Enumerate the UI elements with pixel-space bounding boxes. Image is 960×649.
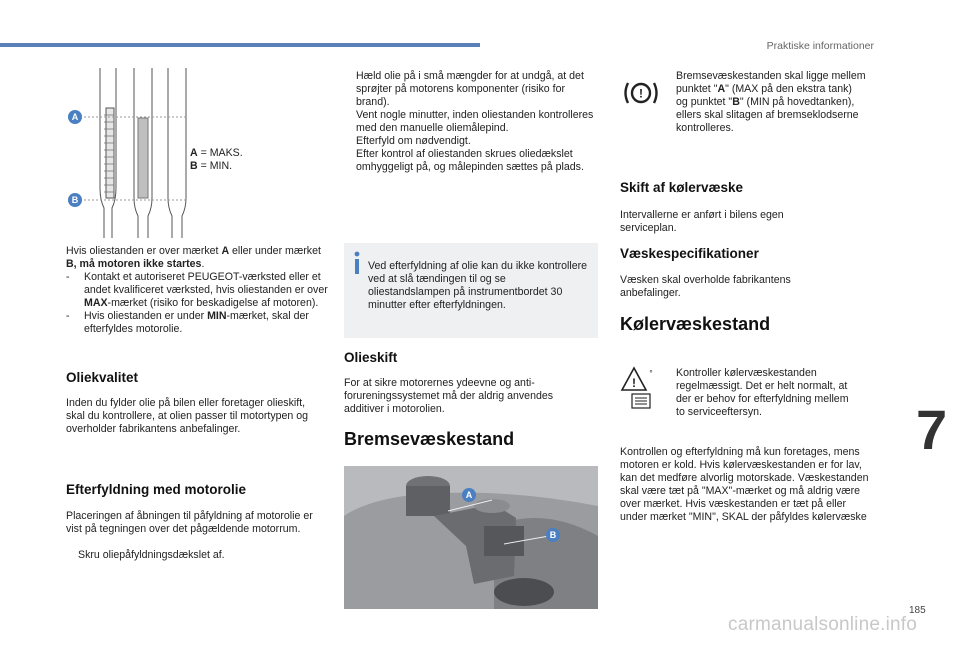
info-box [344,243,598,338]
dash-item: - Hvis oliestanden er under MIN-mærket, skal der efterfyldes motorolie. [66,310,309,335]
chapter-number: 7 [916,398,948,461]
header-accent-bar [0,43,480,47]
legend-max: A = MAKS. [190,147,243,159]
brake-fluid-photo [344,466,598,609]
marker-a-badge: A [68,110,82,124]
brake-warning-icon [622,78,660,108]
heading-efterfyldning: Efterfyldning med motorolie [66,482,247,497]
brake-marker-b-badge: B [546,528,560,542]
heading-skift-koelervaeske: Skift af kølervæske [620,180,744,195]
info-text: Ved efterfyldning af olie kan du ikke kontrollere ved at slå tændingen til og se oliestandslampen på instrumentbordet 30 minutter efter efterfyldningen. [368,259,588,311]
coolant-instructions: Kontrollen og efterfyldning må kun foretages, mens motoren er kold. Hvis kølervæskestanden er for lav, kan det medføre alvorlig motorskade. Væskestanden skal være tæt på "MAX"-mærket og må aldrig være over mærket. Hvis væskestanden er tæt på eller under mærket "MIN", SKAL der påfyldes kølervæske [620,446,869,523]
page-header-title: Praktiske informationer [766,40,874,52]
bullet-item: Hæld olie på i små mængder for at undgå, at det sprøjter på motorens komponenter (risiko for brand). [356,70,584,108]
heading-koelervaeskestand: Kølervæskestand [620,314,771,334]
brake-marker-a-badge: A [462,488,476,502]
legend-min: B = MIN. [190,160,233,172]
dash-item: - Kontakt et autoriseret PEUGEOT-værksted eller et andet kvalificeret værksted, hvis oliestanden er over MAX-mærket (risiko for beskadigelse af motoren). [66,271,328,309]
info-icon [352,251,362,275]
paragraph-spec: Væsken skal overholde fabrikantens anbefalinger. [620,274,791,299]
bullet-item: Efter kontrol af oliestanden skrues oliedækslet omhyggeligt på, og målepinden sættes på plads. [356,148,584,173]
svg-text:!: ! [632,376,636,390]
column-1 [66,245,328,336]
heading-vaeskespecifikationer: Væskespecifikationer [620,246,759,261]
dipstick-illustration [66,68,196,238]
oil-level-warning: Hvis oliestanden er over mærket A eller under mærket B, må motoren ikke startes. [66,245,321,270]
bullet-item: Skru oliepåfyldningsdækslet af. [78,549,225,561]
brake-fluid-text: Bremsevæskestanden skal ligge mellem punktet "A" (MAX på den ekstra tank) og punktet "B" (MIN på hovedtanken), ellers skal slitagen af bremseklodserne kontrolleres. [676,70,866,134]
watermark: carmanualsonline.info [728,614,918,635]
paragraph-skift: Intervallerne er anført i bilens egen serviceplan. [620,209,784,234]
bullet-item: Vent nogle minutter, inden oliestanden kontrolleres med den manuelle oliemålepind. [356,109,594,134]
coolant-check-text: Kontroller kølervæskestanden regelmæssigt. Det er helt normalt, at der er behov for efterfyldning mellem to serviceeftersyn. [676,367,849,418]
heading-bremsevaeskestand: Bremsevæskestand [344,429,515,449]
page-number: 185 [909,605,926,616]
coolant-warning-icon [620,366,660,412]
marker-b-badge: B [68,193,82,207]
paragraph-efterfyldning: Placeringen af åbningen til påfyldning af motorolie er vist på tegningen over det pågældende motorrum. [66,510,313,535]
svg-text:°: ° [649,369,653,378]
bullet-item: Efterfyld om nødvendigt. [356,135,471,147]
heading-oliekvalitet: Oliekvalitet [66,370,139,385]
dipstick-drawing [66,68,196,238]
paragraph-olieskift: For at sikre motorernes ydeevne og anti-forureningssystemet må der aldrig anvendes additiver i motorolien. [344,377,554,415]
heading-olieskift: Olieskift [344,350,398,365]
svg-text:!: ! [639,86,643,101]
column-2-bullets [344,70,600,174]
dipstick-legend [190,147,270,173]
paragraph-oliekvalitet: Inden du fylder olie på bilen eller foretager olieskift, skal du kontrollere, at olien passer til motortypen og overholder fabrikantens anbefalinger. [66,397,309,435]
